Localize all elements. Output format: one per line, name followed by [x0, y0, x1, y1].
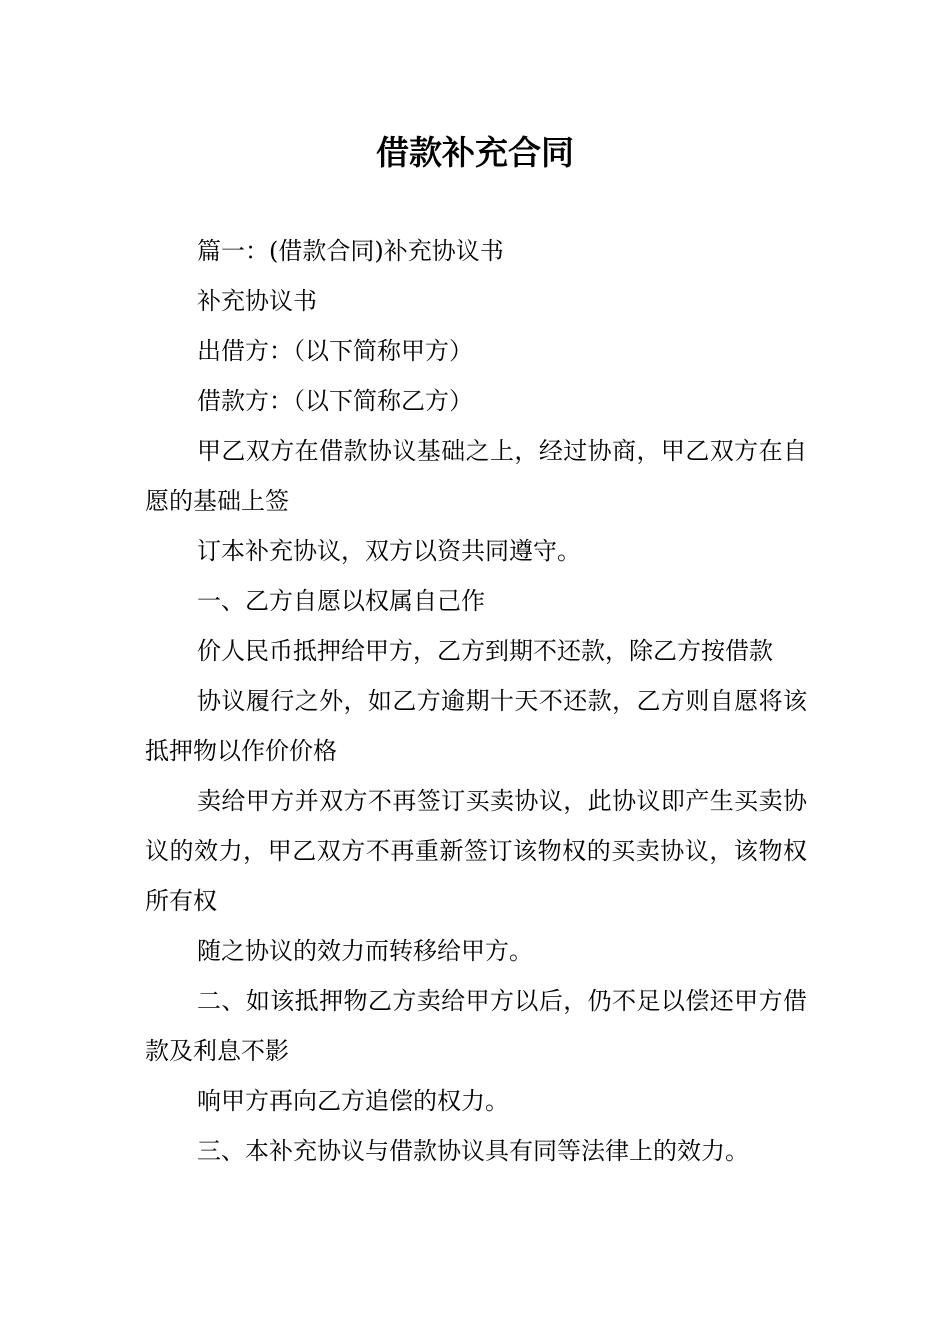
paragraph-12: 二、如该抵押物乙方卖给甲方以后，仍不足以偿还甲方借款及利息不影: [145, 987, 807, 1065]
paragraph-3: 出借方：（以下简称甲方）: [197, 337, 473, 365]
paragraph-8: 价人民币抵押给甲方，乙方到期不还款，除乙方按借款: [197, 637, 773, 665]
paragraph-13: 响甲方再向乙方追偿的权力。: [197, 1087, 509, 1115]
paragraph-9: 协议履行之外，如乙方逾期十天不还款，乙方则自愿将该抵押物以作价价格: [145, 687, 807, 765]
paragraph-6: 订本补充协议，双方以资共同遵守。: [197, 537, 581, 565]
paragraph-7: 一、乙方自愿以权属自己作: [197, 587, 485, 615]
paragraph-1: 篇一：(借款合同)补充协议书: [197, 237, 504, 265]
paragraph-4: 借款方：（以下简称乙方）: [197, 387, 473, 415]
paragraph-14: 三、本补充协议与借款协议具有同等法律上的效力。: [197, 1137, 749, 1165]
document-title: 借款补充合同: [376, 133, 574, 172]
paragraph-10: 卖给甲方并双方不再签订买卖协议，此协议即产生买卖协议的效力，甲乙双方不再重新签订该物权的买卖协议，该物权所有权: [145, 787, 807, 915]
paragraph-11: 随之协议的效力而转移给甲方。: [197, 937, 533, 965]
document-body: [145, 226, 807, 1176]
paragraph-5: 甲乙双方在借款协议基础之上，经过协商，甲乙双方在自愿的基础上签: [145, 437, 807, 515]
paragraph-2: 补充协议书: [197, 287, 317, 315]
